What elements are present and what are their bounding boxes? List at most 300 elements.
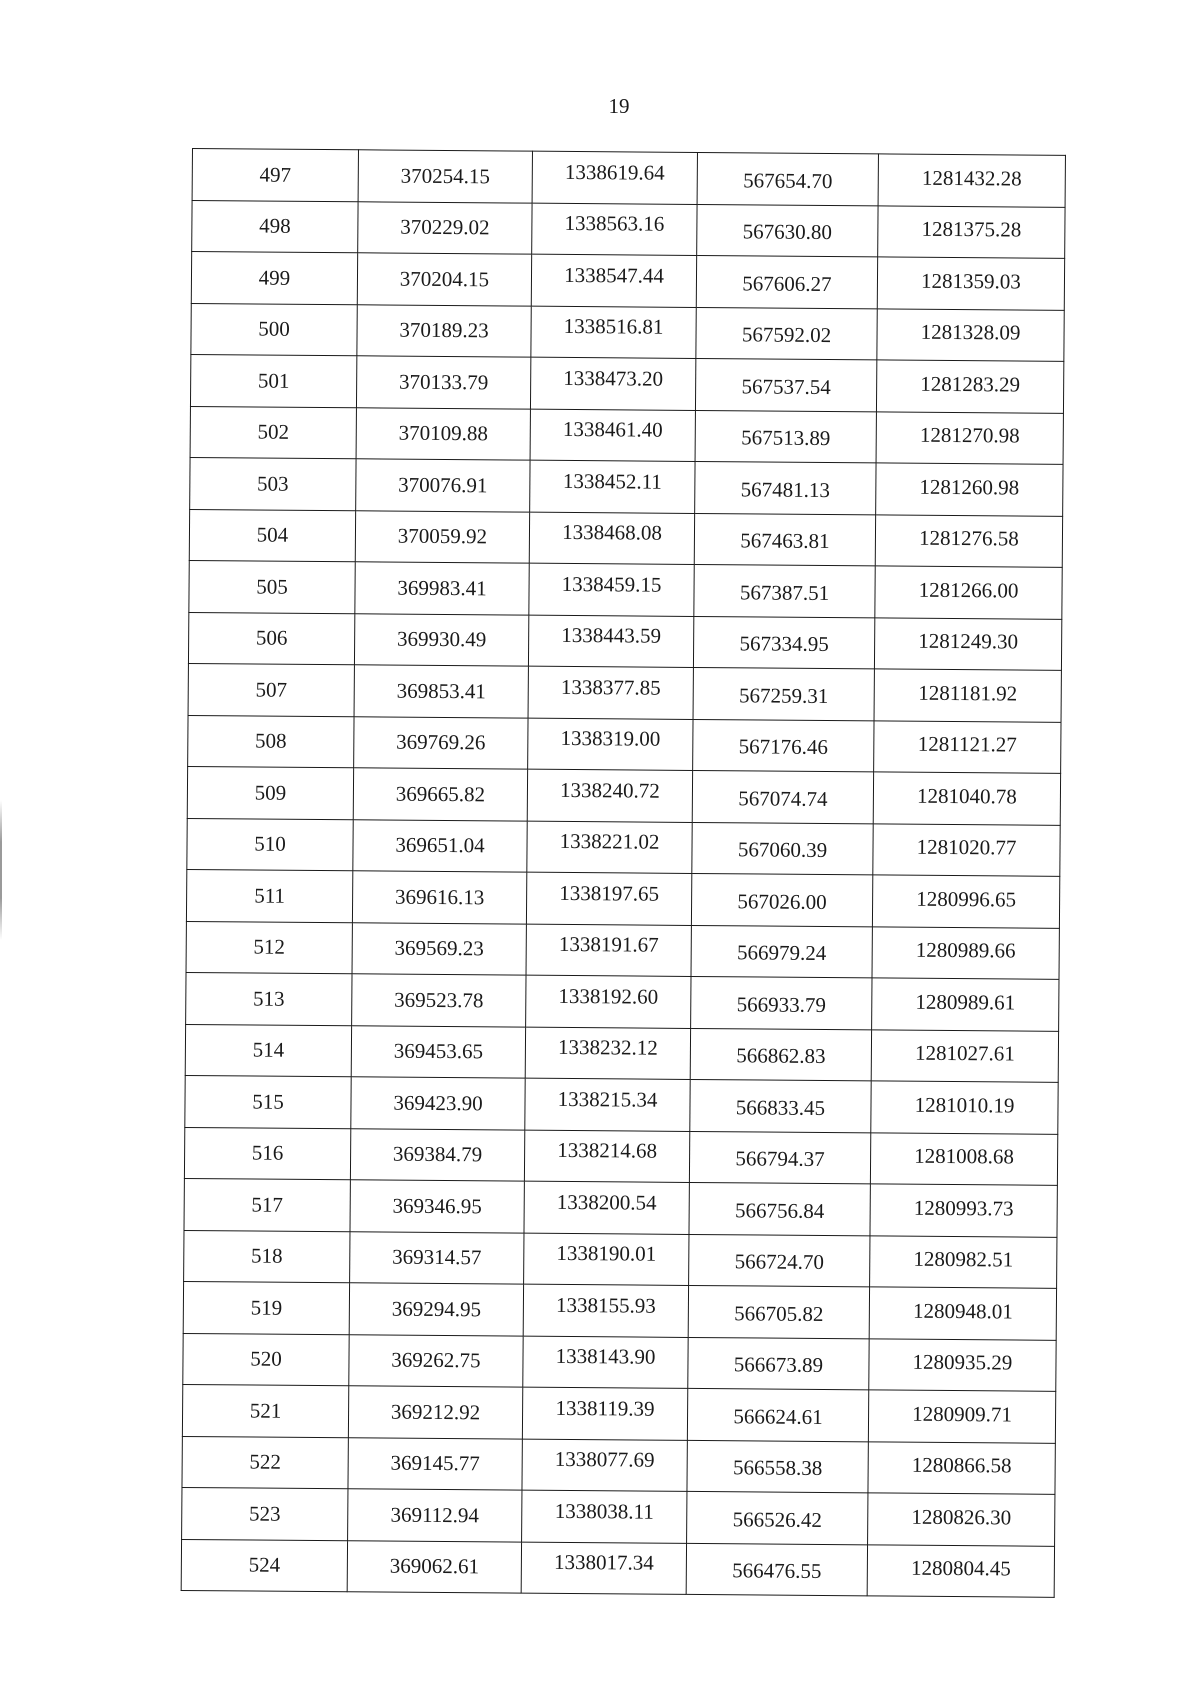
table-cell-y-coordinate-2 (867, 1544, 1054, 1597)
cell-value: 519 (250, 1295, 283, 1320)
cell-value: 523 (248, 1501, 281, 1526)
table-row (184, 1178, 1057, 1236)
table-cell-x-coordinate-1 (349, 1334, 523, 1387)
cell-value: 1281181.92 (918, 680, 1018, 706)
table-cell-x-coordinate-2 (696, 307, 877, 360)
cell-value: 521 (249, 1398, 282, 1423)
cell-value: 1338143.90 (555, 1344, 656, 1369)
cell-value: 1338077.69 (554, 1447, 655, 1472)
cell-value: 1281266.00 (918, 577, 1019, 603)
table-cell-x-coordinate-2 (687, 1440, 868, 1493)
table-cell-y-coordinate-1 (522, 1439, 687, 1492)
table-row (188, 612, 1061, 670)
cell-value: 1281260.98 (919, 474, 1020, 500)
table-cell-y-coordinate-2 (876, 411, 1063, 464)
cell-value: 567592.02 (741, 322, 832, 348)
cell-value: 508 (255, 728, 287, 754)
table-cell-y-coordinate-2 (868, 1493, 1055, 1546)
table-cell-x-coordinate-2 (695, 461, 876, 514)
cell-value: 1338459.15 (561, 571, 662, 597)
cell-value: 566833.45 (735, 1095, 826, 1120)
cell-value: 1280935.29 (912, 1349, 1013, 1375)
table-cell-x-coordinate-2 (691, 873, 872, 926)
table-cell-point-number (186, 921, 352, 974)
table-row (187, 818, 1060, 876)
table-row (190, 406, 1063, 464)
table-cell-y-coordinate-2 (870, 1235, 1057, 1288)
table-cell-x-coordinate-2 (690, 1079, 871, 1132)
table-cell-x-coordinate-1 (356, 356, 530, 409)
table-cell-point-number (191, 252, 357, 305)
table-cell-y-coordinate-1 (530, 357, 695, 410)
table-cell-x-coordinate-2 (697, 152, 878, 205)
cell-value: 1281359.03 (921, 268, 1021, 294)
table-cell-x-coordinate-1 (353, 819, 527, 872)
cell-value: 1338452.11 (562, 468, 662, 494)
cell-value: 369769.26 (396, 729, 486, 755)
cell-value: 510 (254, 831, 286, 857)
table-cell-x-coordinate-1 (355, 562, 529, 615)
table-row (186, 921, 1059, 979)
table-cell-x-coordinate-2 (688, 1337, 869, 1390)
cell-value: 1281432.28 (921, 165, 1022, 191)
table-cell-y-coordinate-1 (532, 151, 697, 204)
table-row (183, 1333, 1056, 1391)
table-cell-y-coordinate-2 (873, 772, 1060, 825)
table-cell-x-coordinate-2 (692, 822, 873, 875)
table-cell-x-coordinate-1 (358, 201, 532, 254)
cell-value: 503 (257, 471, 289, 496)
table-row (188, 663, 1061, 721)
cell-value: 1280982.51 (913, 1246, 1014, 1272)
cell-value: 566979.24 (736, 940, 827, 966)
table-cell-y-coordinate-1 (523, 1284, 688, 1337)
table-cell-point-number (192, 200, 358, 253)
cell-value: 370189.23 (399, 317, 489, 343)
cell-value: 522 (249, 1449, 282, 1474)
table-row (184, 1127, 1057, 1185)
table-cell-x-coordinate-1 (348, 1437, 522, 1490)
table-cell-y-coordinate-2 (869, 1287, 1056, 1340)
table-cell-x-coordinate-2 (693, 719, 874, 772)
table-cell-point-number (183, 1333, 349, 1386)
cell-value: 1338215.34 (557, 1086, 658, 1112)
cell-value: 567513.89 (741, 425, 831, 451)
table-cell-point-number (190, 406, 356, 459)
coordinate-table-container (181, 148, 1060, 1598)
table-cell-x-coordinate-1 (352, 871, 526, 924)
table-cell-point-number (190, 457, 356, 510)
table-cell-x-coordinate-1 (355, 510, 529, 563)
table-cell-point-number (185, 1024, 351, 1077)
cell-value: 369112.94 (390, 1502, 480, 1528)
table-cell-x-coordinate-1 (351, 1077, 525, 1130)
table-cell-x-coordinate-2 (694, 564, 875, 617)
table-cell-y-coordinate-2 (874, 617, 1061, 670)
table-cell-x-coordinate-1 (357, 304, 531, 357)
table-cell-y-coordinate-2 (868, 1441, 1055, 1494)
cell-value: 567537.54 (741, 374, 831, 399)
cell-value: 1338017.34 (553, 1550, 654, 1575)
cell-value: 1338214.68 (557, 1138, 658, 1163)
cell-value: 370229.02 (400, 214, 490, 240)
table-row (186, 869, 1059, 927)
table-cell-x-coordinate-2 (688, 1285, 869, 1338)
table-cell-y-coordinate-2 (878, 154, 1065, 207)
table-cell-y-coordinate-1 (525, 1027, 690, 1080)
cell-value: 370076.91 (398, 472, 488, 498)
table-cell-x-coordinate-2 (697, 204, 878, 257)
cell-value: 567387.51 (739, 580, 830, 605)
cell-value: 1338191.67 (558, 932, 659, 957)
table-cell-point-number (190, 354, 356, 407)
cell-value: 1338461.40 (562, 417, 663, 442)
table-cell-point-number (188, 715, 354, 768)
cell-value: 1338547.44 (564, 262, 664, 288)
table-cell-y-coordinate-1 (532, 203, 697, 256)
coordinate-table-body (181, 149, 1065, 1598)
cell-value: 369212.92 (390, 1399, 481, 1425)
table-cell-y-coordinate-2 (876, 463, 1063, 516)
table-cell-y-coordinate-2 (870, 1184, 1057, 1237)
cell-value: 566794.37 (735, 1146, 825, 1172)
table-cell-point-number (186, 869, 352, 922)
cell-value: 1281276.58 (918, 525, 1019, 551)
cell-value: 509 (254, 780, 287, 805)
cell-value: 515 (252, 1089, 284, 1114)
table-cell-point-number (189, 509, 355, 562)
table-row (189, 560, 1062, 618)
cell-value: 369983.41 (397, 575, 487, 601)
table-row (183, 1281, 1056, 1339)
cell-value: 499 (258, 265, 291, 290)
cell-value: 566933.79 (736, 992, 827, 1017)
cell-value: 507 (255, 677, 288, 702)
cell-value: 567654.70 (743, 168, 833, 193)
table-cell-y-coordinate-1 (526, 975, 691, 1028)
cell-value: 567026.00 (737, 889, 827, 914)
cell-value: 1338190.01 (556, 1241, 657, 1266)
table-cell-y-coordinate-1 (527, 821, 692, 874)
table-cell-y-coordinate-1 (530, 460, 695, 513)
cell-value: 369616.13 (394, 884, 485, 910)
table-cell-y-coordinate-1 (524, 1233, 689, 1286)
table-cell-y-coordinate-2 (873, 823, 1060, 876)
cell-value: 504 (256, 522, 289, 548)
cell-value: 369423.90 (393, 1090, 483, 1116)
cell-value: 567606.27 (742, 271, 832, 296)
table-cell-y-coordinate-2 (871, 1029, 1058, 1082)
cell-value: 369523.78 (394, 987, 484, 1013)
table-cell-x-coordinate-2 (687, 1388, 868, 1441)
table-row (190, 457, 1063, 515)
table-cell-y-coordinate-2 (871, 1081, 1058, 1134)
table-cell-y-coordinate-2 (868, 1390, 1055, 1443)
cell-value: 567334.95 (739, 631, 829, 657)
table-cell-y-coordinate-2 (878, 205, 1065, 258)
cell-value: 497 (259, 162, 292, 187)
table-row (190, 354, 1063, 412)
cell-value: 512 (253, 934, 286, 960)
table-cell-y-coordinate-1 (525, 1078, 690, 1131)
table-cell-x-coordinate-1 (348, 1386, 522, 1439)
table-cell-point-number (184, 1127, 350, 1180)
table-cell-y-coordinate-2 (875, 514, 1062, 567)
cell-value: 1280989.66 (915, 937, 1016, 963)
table-cell-x-coordinate-1 (349, 1283, 523, 1336)
table-cell-y-coordinate-1 (523, 1336, 688, 1389)
cell-value: 369665.82 (395, 781, 486, 807)
cell-value: 1338443.59 (561, 623, 662, 648)
table-cell-point-number (182, 1384, 348, 1437)
table-cell-point-number (187, 766, 353, 819)
cell-value: 566724.70 (734, 1249, 824, 1275)
table-cell-x-coordinate-1 (356, 459, 530, 512)
table-cell-y-coordinate-1 (529, 512, 694, 565)
table-cell-x-coordinate-2 (689, 1234, 870, 1287)
table-cell-point-number (188, 612, 354, 665)
table-cell-x-coordinate-2 (689, 1182, 870, 1235)
cell-value: 370204.15 (399, 266, 490, 292)
table-cell-x-coordinate-2 (686, 1543, 867, 1596)
table-row (182, 1436, 1055, 1494)
table-cell-x-coordinate-2 (692, 770, 873, 823)
cell-value: 369453.65 (393, 1038, 484, 1064)
cell-value: 517 (251, 1192, 284, 1217)
cell-value: 1280996.65 (916, 886, 1017, 912)
cell-value: 566624.61 (733, 1404, 823, 1429)
table-cell-x-coordinate-1 (354, 665, 528, 718)
table-cell-x-coordinate-1 (357, 253, 531, 306)
cell-value: 501 (257, 368, 290, 393)
table-cell-y-coordinate-2 (875, 566, 1062, 619)
cell-value: 1280909.71 (912, 1401, 1013, 1427)
table-cell-y-coordinate-2 (869, 1338, 1056, 1391)
cell-value: 369384.79 (392, 1141, 483, 1167)
table-row (189, 509, 1062, 567)
cell-value: 1281040.78 (916, 783, 1017, 809)
cell-value: 567259.31 (739, 683, 829, 708)
cell-value: 370059.92 (397, 523, 488, 549)
table-cell-x-coordinate-1 (358, 150, 532, 203)
table-cell-y-coordinate-2 (874, 720, 1061, 773)
table-cell-y-coordinate-2 (870, 1132, 1057, 1185)
cell-value: 1338221.02 (559, 829, 660, 854)
table-cell-y-coordinate-1 (524, 1181, 689, 1234)
table-cell-x-coordinate-1 (350, 1231, 524, 1284)
table-cell-y-coordinate-1 (529, 563, 694, 616)
cell-value: 1280948.01 (912, 1298, 1013, 1324)
table-cell-x-coordinate-1 (348, 1489, 522, 1542)
table-cell-x-coordinate-1 (356, 407, 530, 460)
cell-value: 369262.75 (391, 1347, 481, 1373)
cell-value: 500 (258, 316, 290, 342)
cell-value: 567630.80 (742, 219, 833, 245)
table-cell-y-coordinate-1 (521, 1542, 686, 1595)
cell-value: 1281328.09 (920, 319, 1021, 345)
table-cell-x-coordinate-2 (691, 976, 872, 1029)
table-cell-y-coordinate-1 (528, 666, 693, 719)
cell-value: 370133.79 (398, 369, 489, 395)
cell-value: 1281020.77 (916, 834, 1017, 860)
table-cell-point-number (192, 149, 358, 202)
cell-value: 1281027.61 (914, 1040, 1015, 1066)
table-cell-y-coordinate-1 (527, 769, 692, 822)
table-cell-x-coordinate-1 (351, 1025, 525, 1078)
cell-value: 1338563.16 (564, 211, 665, 236)
cell-value: 1338377.85 (560, 674, 661, 700)
cell-value: 506 (255, 625, 288, 651)
table-cell-x-coordinate-1 (352, 974, 526, 1027)
cell-value: 369062.61 (389, 1553, 480, 1579)
cell-value: 1280804.45 (910, 1555, 1011, 1581)
table-cell-y-coordinate-1 (522, 1387, 687, 1440)
cell-value: 567481.13 (740, 477, 831, 502)
cell-value: 1338197.65 (559, 880, 660, 906)
cell-value: 1280993.73 (913, 1195, 1014, 1221)
cell-value: 566558.38 (732, 1455, 823, 1481)
table-cell-x-coordinate-2 (694, 513, 875, 566)
table-cell-x-coordinate-2 (695, 358, 876, 411)
table-row (192, 200, 1065, 258)
cell-value: 369314.57 (392, 1244, 482, 1270)
cell-value: 1338619.64 (564, 159, 665, 185)
cell-value: 566756.84 (734, 1198, 825, 1223)
cell-value: 567074.74 (738, 786, 828, 811)
table-cell-y-coordinate-1 (522, 1490, 687, 1543)
table-cell-point-number (188, 663, 354, 716)
cell-value: 1281375.28 (921, 216, 1022, 242)
cell-value: 1281010.19 (914, 1092, 1015, 1118)
scan-edge-mark (0, 800, 2, 940)
cell-value: 369651.04 (395, 832, 485, 858)
cell-value: 369145.77 (390, 1450, 480, 1476)
table-cell-x-coordinate-2 (693, 667, 874, 720)
cell-value: 502 (257, 419, 290, 445)
table-cell-x-coordinate-1 (352, 922, 526, 975)
cell-value: 1280989.61 (915, 989, 1016, 1015)
cell-value: 370109.88 (398, 420, 488, 446)
cell-value: 369853.41 (396, 678, 486, 704)
cell-value: 566673.89 (733, 1352, 824, 1378)
cell-value: 1338119.39 (555, 1395, 655, 1421)
table-cell-y-coordinate-1 (530, 409, 695, 462)
cell-value: 566526.42 (732, 1507, 822, 1532)
table-cell-y-coordinate-2 (874, 669, 1061, 722)
table-row (192, 149, 1065, 207)
table-cell-point-number (184, 1178, 350, 1231)
cell-value: 524 (248, 1552, 281, 1577)
table-row (191, 303, 1064, 361)
table-cell-x-coordinate-2 (691, 925, 872, 978)
table-cell-y-coordinate-1 (524, 1130, 689, 1183)
cell-value: 1281121.27 (917, 731, 1017, 757)
cell-value: 1338192.60 (558, 983, 659, 1009)
table-cell-x-coordinate-1 (353, 768, 527, 821)
cell-value: 518 (250, 1243, 283, 1268)
cell-value: 1338468.08 (562, 520, 662, 545)
cell-value: 566862.83 (736, 1043, 826, 1069)
cell-value: 370254.15 (400, 163, 491, 189)
table-cell-y-coordinate-2 (876, 360, 1063, 413)
cell-value: 505 (256, 574, 288, 599)
table-cell-y-coordinate-1 (528, 718, 693, 771)
table-cell-y-coordinate-2 (872, 875, 1059, 928)
cell-value: 1280826.30 (911, 1504, 1012, 1530)
table-row (185, 1024, 1058, 1082)
cell-value: 566476.55 (732, 1558, 822, 1584)
table-cell-point-number (189, 560, 355, 613)
table-cell-y-coordinate-2 (872, 926, 1059, 979)
table-cell-x-coordinate-1 (354, 716, 528, 769)
table-cell-point-number (191, 303, 357, 356)
cell-value: 1338200.54 (556, 1189, 657, 1215)
table-cell-x-coordinate-2 (693, 616, 874, 669)
cell-value: 369346.95 (392, 1193, 482, 1219)
table-cell-y-coordinate-1 (526, 872, 691, 925)
table-cell-x-coordinate-2 (696, 255, 877, 308)
table-cell-y-coordinate-2 (877, 308, 1064, 361)
cell-value: 1338516.81 (563, 314, 664, 339)
cell-value: 566705.82 (734, 1301, 824, 1326)
table-cell-y-coordinate-1 (528, 615, 693, 668)
table-cell-x-coordinate-2 (690, 1028, 871, 1081)
cell-value: 514 (252, 1037, 285, 1063)
table-row (182, 1384, 1055, 1442)
cell-value: 567463.81 (740, 528, 830, 554)
table-cell-y-coordinate-2 (877, 257, 1064, 310)
table-cell-y-coordinate-1 (531, 306, 696, 359)
table-row (186, 972, 1059, 1030)
cell-value: 1281008.68 (914, 1143, 1015, 1169)
table-cell-x-coordinate-1 (347, 1540, 521, 1593)
coordinate-table (181, 148, 1066, 1598)
table-row (187, 766, 1060, 824)
cell-value: 369569.23 (394, 935, 484, 961)
page-number: 19 (608, 94, 630, 118)
table-cell-point-number (186, 972, 352, 1025)
table-cell-x-coordinate-1 (350, 1128, 524, 1181)
cell-value: 511 (254, 883, 286, 908)
cell-value: 498 (259, 213, 291, 239)
cell-value: 369930.49 (396, 626, 487, 652)
table-cell-point-number (182, 1436, 348, 1489)
cell-value: 516 (251, 1140, 284, 1165)
cell-value: 1338232.12 (557, 1035, 658, 1060)
table-row (181, 1539, 1054, 1597)
cell-value: 1338319.00 (560, 726, 661, 751)
table-row (185, 1075, 1058, 1133)
table-cell-point-number (187, 818, 353, 871)
table-cell-point-number (182, 1487, 348, 1540)
table-cell-x-coordinate-2 (687, 1491, 868, 1544)
table-cell-y-coordinate-2 (872, 978, 1059, 1031)
cell-value: 567060.39 (737, 837, 828, 863)
table-cell-point-number (184, 1230, 350, 1283)
table-row (184, 1230, 1057, 1288)
cell-value: 1281270.98 (919, 422, 1020, 448)
table-cell-x-coordinate-2 (695, 410, 876, 463)
table-cell-x-coordinate-2 (689, 1131, 870, 1184)
cell-value: 567176.46 (738, 734, 829, 760)
table-cell-point-number (183, 1281, 349, 1334)
cell-value: 513 (252, 986, 285, 1011)
table-row (188, 715, 1061, 773)
table-cell-x-coordinate-1 (354, 613, 528, 666)
table-cell-point-number (185, 1075, 351, 1128)
cell-value: 1280866.58 (911, 1452, 1012, 1478)
table-cell-y-coordinate-1 (531, 254, 696, 307)
